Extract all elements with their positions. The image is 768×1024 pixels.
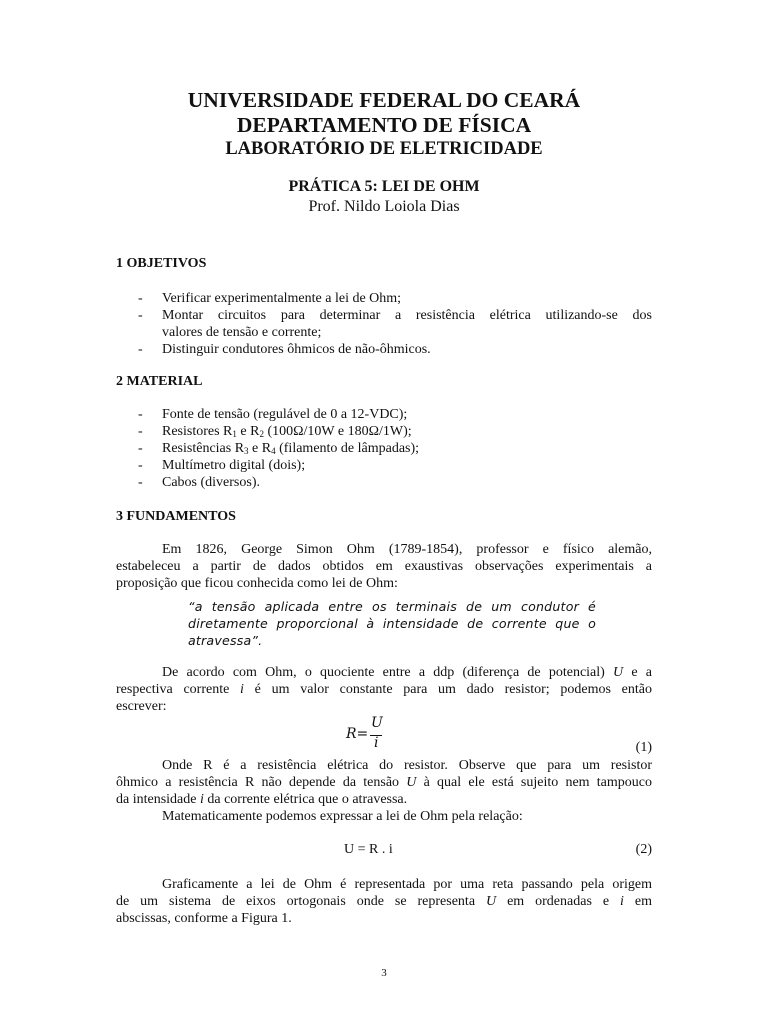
paragraph-line: Onde R é a resistência elétrica do resistor. Observe que para um resistor (162, 758, 652, 773)
objetivos-list (136, 290, 652, 358)
list-item-text: Distinguir condutores ôhmicos de não-ôhmicos. (162, 342, 431, 357)
paragraph-line: De acordo com Ohm, o quociente entre a ddp (diferença de potencial) U e a (162, 665, 652, 680)
quote-line: “a tensão aplicada entre os terminais de um condutor é (188, 599, 596, 614)
department-title: DEPARTAMENTO DE FÍSICA (236, 113, 532, 137)
quote-line: atravessa”. (188, 633, 263, 648)
list-item-text: Montar circuitos para determinar a resistência elétrica utilizando-se dos (162, 308, 652, 323)
paragraph-line: escrever: (116, 699, 167, 714)
formula-numerator: U (371, 715, 383, 731)
university-title: UNIVERSIDADE FEDERAL DO CEARÁ (187, 88, 581, 112)
paragraph-math (116, 808, 652, 825)
section-objetivos-title: 1 OBJETIVOS (116, 256, 207, 271)
list-item: - Verificar experimentalmente a lei de Ohm; (138, 291, 402, 306)
paragraph-line: respectiva corrente i é um valor constante para um dado resistor; podemos então (116, 682, 653, 697)
page-number: 3 (381, 967, 387, 979)
paragraph-line: ôhmico a resistência R não depende da tensão U à qual ele está sujeito nem tampouco (116, 775, 653, 790)
list-item: - Fonte de tensão (regulável de 0 a 12-VDC); (138, 407, 408, 422)
paragraph-ohm-ratio (116, 664, 652, 715)
paragraph-intro (116, 541, 652, 592)
list-item: - Resistências $R_3$ e $R_4$ (filamento de lâmpadas); (138, 441, 420, 456)
formula-lhs: R= (346, 726, 369, 742)
paragraph-line: de um sistema de eixos ortogonais onde se representa U em ordenadas e i em (116, 894, 653, 909)
formula-ohm-law: U = R . i (344, 842, 393, 857)
paragraph-line: estabeleceu a partir de dados obtidos em exaustivas observações experimentais a (116, 559, 652, 574)
equation-number-1: (1) (635, 740, 652, 755)
formula-denominator: i (374, 735, 379, 751)
list-item-text: Verificar experimentalmente a lei de Ohm; (162, 291, 402, 306)
laboratory-title: LABORATÓRIO DE ELETRICIDADE (225, 139, 543, 159)
list-item: - Montar circuitos para determinar a resistência elétrica utilizando-se dos valores de tensão e corrente; (138, 308, 652, 340)
list-item: - Cabos (diversos). (138, 475, 260, 490)
list-item-text: Multímetro digital (dois); (162, 458, 306, 473)
equation-number-2: (2) (635, 842, 652, 857)
paragraph-line: Matematicamente podemos expressar a lei de Ohm pela relação: (162, 809, 523, 824)
list-item: - Distinguir condutores ôhmicos de não-ôhmicos. (138, 342, 431, 357)
material-list (136, 406, 652, 491)
list-item-text: Cabos (diversos). (162, 475, 260, 490)
list-item-text-continuation: valores de tensão e corrente; (162, 325, 322, 340)
ohm-quote (188, 598, 596, 649)
paragraph-line: abscissas, conforme a Figura 1. (116, 911, 292, 926)
section-material-title: 2 MATERIAL (116, 374, 203, 389)
professor-name: Prof. Nildo Loiola Dias (308, 198, 460, 215)
paragraph-line: proposição que ficou conhecida como lei de Ohm: (116, 576, 398, 591)
paragraph-resistance (116, 757, 652, 808)
section-fundamentos-title: 3 FUNDAMENTOS (116, 509, 236, 524)
list-item: - Multímetro digital (dois); (138, 458, 306, 473)
quote-line: diretamente proporcional à intensidade de corrente que o (188, 616, 596, 631)
list-item: - Resistores $R_1$ e $R_2$ (100Ω/10W e 180Ω/1W); (138, 424, 412, 439)
paragraph-graph (116, 876, 652, 927)
list-item-text: Fonte de tensão (regulável de 0 a 12-VDC); (162, 407, 408, 422)
paragraph-line: da intensidade i da corrente elétrica que o atravessa. (116, 792, 408, 807)
practice-title: PRÁTICA 5: LEI DE OHM (288, 178, 480, 195)
paragraph-line: Em 1826, George Simon Ohm (1789-1854), professor e físico alemão, (162, 542, 652, 557)
paragraph-line: Graficamente a lei de Ohm é representada por uma reta passando pela origem (162, 877, 652, 892)
